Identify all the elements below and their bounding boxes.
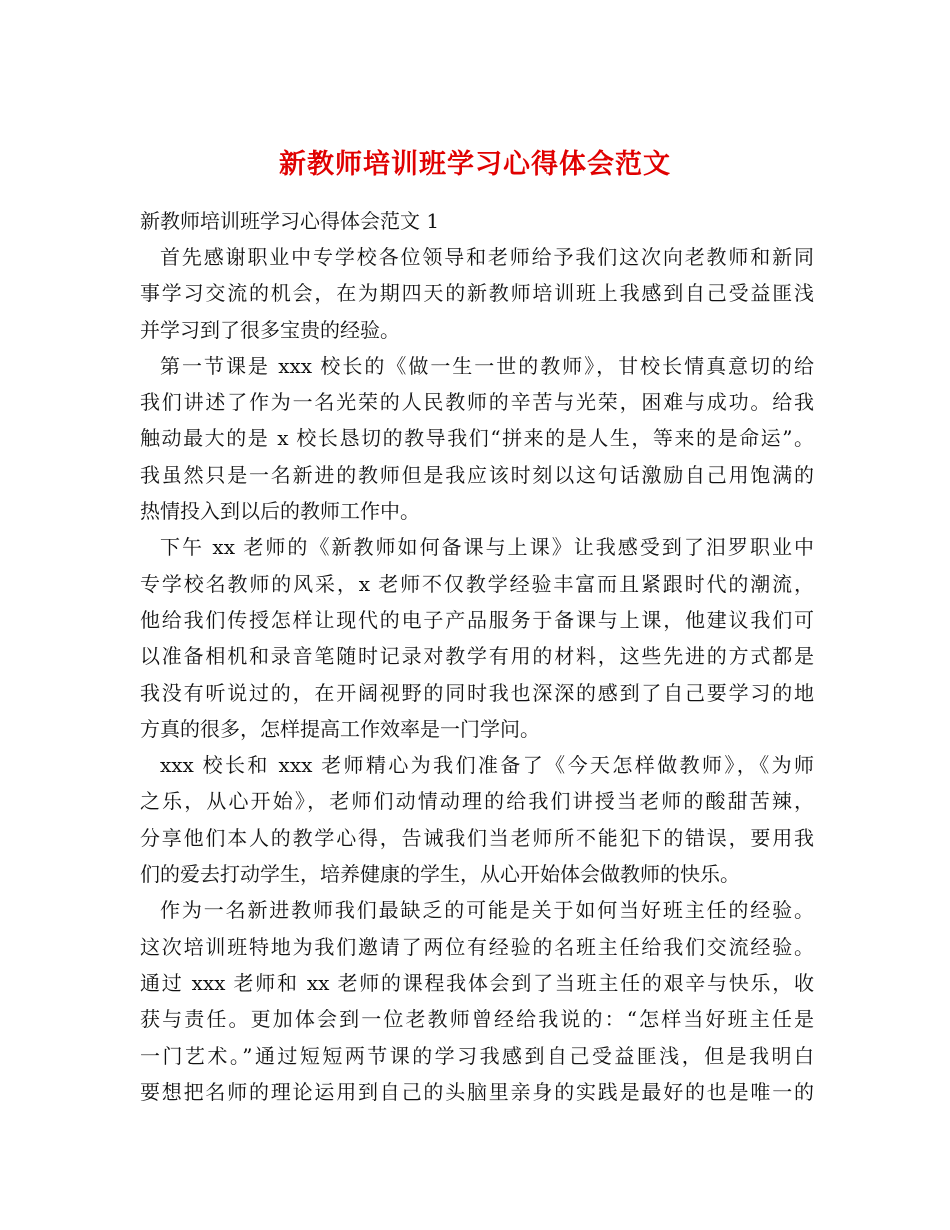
- paragraph-4: [140, 747, 814, 892]
- paragraph-line: 并学习到了很多宝贵的经验。: [140, 317, 400, 342]
- paragraph-line: 我们讲述了作为一名光荣的人民教师的辛苦与光荣，困难与成功。给我: [140, 390, 814, 415]
- paragraph-1: [140, 239, 814, 348]
- paragraph-line: 下午 xx 老师的《新教师如何备课与上课》让我感受到了汨罗职业中: [160, 535, 814, 560]
- paragraph-line: 以准备相机和录音笔随时记录对教学有用的材料，这些先进的方式都是: [140, 644, 814, 669]
- paragraph-line: 分享他们本人的教学心得，告诫我们当老师所不能犯下的错误，要用我: [140, 825, 814, 850]
- paragraph-line: 我没有听说过的，在开阔视野的同时我也深深的感到了自己要学习的地: [140, 680, 814, 705]
- paragraph-line: 他给我们传授怎样让现代的电子产品服务于备课与上课，他建议我们可: [140, 607, 814, 632]
- paragraph-2: [140, 348, 814, 529]
- paragraph-line: 触动最大的是 x 校长恳切的教导我们“拼来的是人生，等来的是命运”。: [140, 426, 814, 451]
- paragraph-line: 作为一名新进教师我们最缺乏的可能是关于如何当好班主任的经验。: [160, 898, 814, 923]
- document-title: 新教师培训班学习心得体会范文: [279, 149, 671, 181]
- paragraph-line: 方真的很多，怎样提高工作效率是一门学问。: [140, 716, 540, 741]
- paragraph-line: xxx 校长和 xxx 老师精心为我们准备了《今天怎样做教师》，《为师: [160, 753, 814, 778]
- paragraph-line: 们的爱去打动学生，培养健康的学生，从心开始体会做教师的快乐。: [140, 862, 740, 887]
- paragraph-line: 之乐，从心开始》，老师们动情动理的给我们讲授当老师的酸甜苦辣，: [140, 789, 814, 814]
- paragraph-line: 事学习交流的机会，在为期四天的新教师培训班上我感到自己受益匪浅: [140, 281, 814, 306]
- document-body: [140, 203, 814, 1110]
- paragraph-line: 我虽然只是一名新进的教师但是我应该时刻以这句话激励自己用饱满的: [140, 462, 814, 487]
- section-heading: 新教师培训班学习心得体会范文 1: [140, 209, 440, 233]
- paragraph-line: 专学校名教师的风采，x 老师不仅教学经验丰富而且紧跟时代的潮流，: [140, 571, 814, 596]
- paragraph-line: 第一节课是 xxx 校长的《做一生一世的教师》，甘校长情真意切的给: [160, 353, 814, 378]
- paragraph-line: 要想把名师的理论运用到自己的头脑里亲身的实践是最好的也是唯一的: [140, 1079, 814, 1104]
- paragraph-5: [140, 892, 814, 1110]
- paragraph-line: 首先感谢职业中专学校各位领导和老师给予我们这次向老教师和新同: [160, 245, 814, 269]
- paragraph-line: 热情投入到以后的教师工作中。: [140, 499, 420, 524]
- paragraph-3: [140, 529, 814, 747]
- paragraph-line: 获与责任。更加体会到一位老教师曾经给我说的：“怎样当好班主任是: [140, 1007, 814, 1032]
- paragraph-line: 通过 xxx 老师和 xx 老师的课程我体会到了当班主任的艰辛与快乐，收: [140, 970, 814, 995]
- paragraph-line: 一门艺术。”通过短短两节课的学习我感到自己受益匪浅，但是我明白: [140, 1043, 814, 1068]
- paragraph-line: 这次培训班特地为我们邀请了两位有经验的名班主任给我们交流经验。: [140, 934, 814, 959]
